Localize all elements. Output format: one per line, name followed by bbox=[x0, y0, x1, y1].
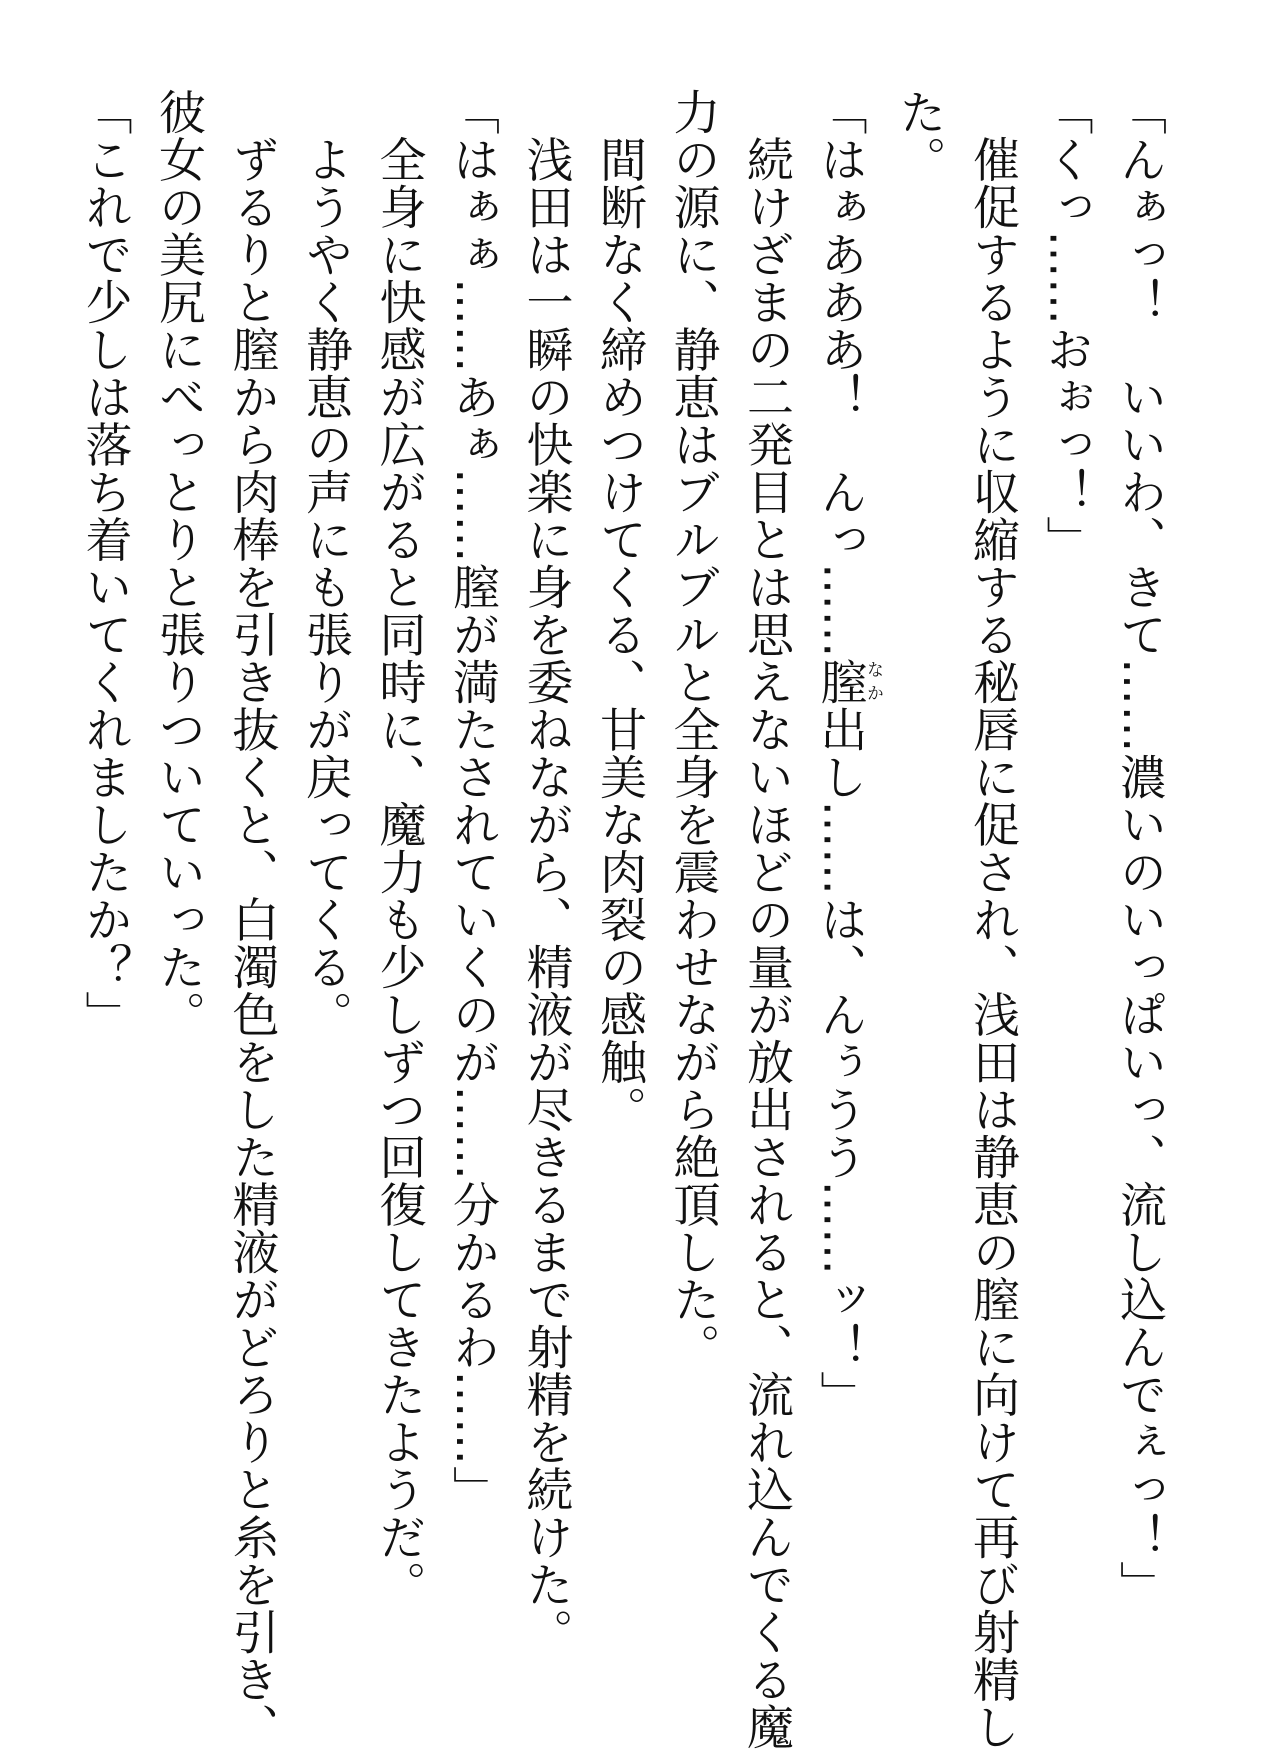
text-line-14: 彼女の美尻にべっとりと張りついていった。 bbox=[151, 88, 206, 1038]
text-line-3: 催促するように収縮する秘唇に促され、浅田は静恵の膣に向けて再び射精し bbox=[965, 88, 1020, 1751]
text-line-8: 間断なく締めつけてくる、甘美な肉裂の感触。 bbox=[592, 88, 647, 1133]
text-line-5 bbox=[803, 88, 882, 1568]
text-line-4: た。 bbox=[891, 88, 947, 183]
text-line-11: 全身に快感が広がると同時に、魔力も少しずつ回復してきたようだ。 bbox=[371, 88, 427, 1608]
vertical-text-body bbox=[68, 88, 1176, 1751]
ruby-reading: なか bbox=[863, 658, 883, 706]
text-line-15: 「これで少しは落ち着いてくれましたか？」 bbox=[77, 88, 133, 1038]
text-line-7: 力の源に、静恵はブルブルと全身を震わせながら絶頂した。 bbox=[665, 88, 721, 1371]
text-line-9: 浅田は一瞬の快楽に身を委ねながら、精液が尽きるまで射精を続けた。 bbox=[518, 88, 574, 1656]
text-line-12: ようやく静恵の声にも張りが戻ってくる。 bbox=[298, 88, 353, 1038]
ruby-annotation bbox=[812, 658, 883, 706]
text-line-13: ずるりと膣から肉棒を引き抜くと、白濁色をした精液がどろりと糸を引き、 bbox=[224, 88, 280, 1751]
ruby-base: 膣 bbox=[812, 658, 868, 706]
text-line-5-end: 出し……は、んぅうう……ッ！」 bbox=[812, 705, 868, 1418]
text-line-2: 「くっ……おぉっ！」 bbox=[1038, 88, 1094, 563]
text-line-1: 「んぁっ！ いいわ、きて……濃いのいっぱいっ、流し込んでぇっ！」 bbox=[1112, 88, 1167, 1608]
text-line-6: 続けざまの二発目とは思えないほどの量が放出されると、流れ込んでくる魔 bbox=[739, 88, 794, 1751]
text-line-5-start: 「はぁあああ！ んっ…… bbox=[812, 88, 868, 658]
text-line-10: 「はぁぁ……あぁ……膣が満たされていくのが……分かるわ……」 bbox=[445, 88, 500, 1513]
